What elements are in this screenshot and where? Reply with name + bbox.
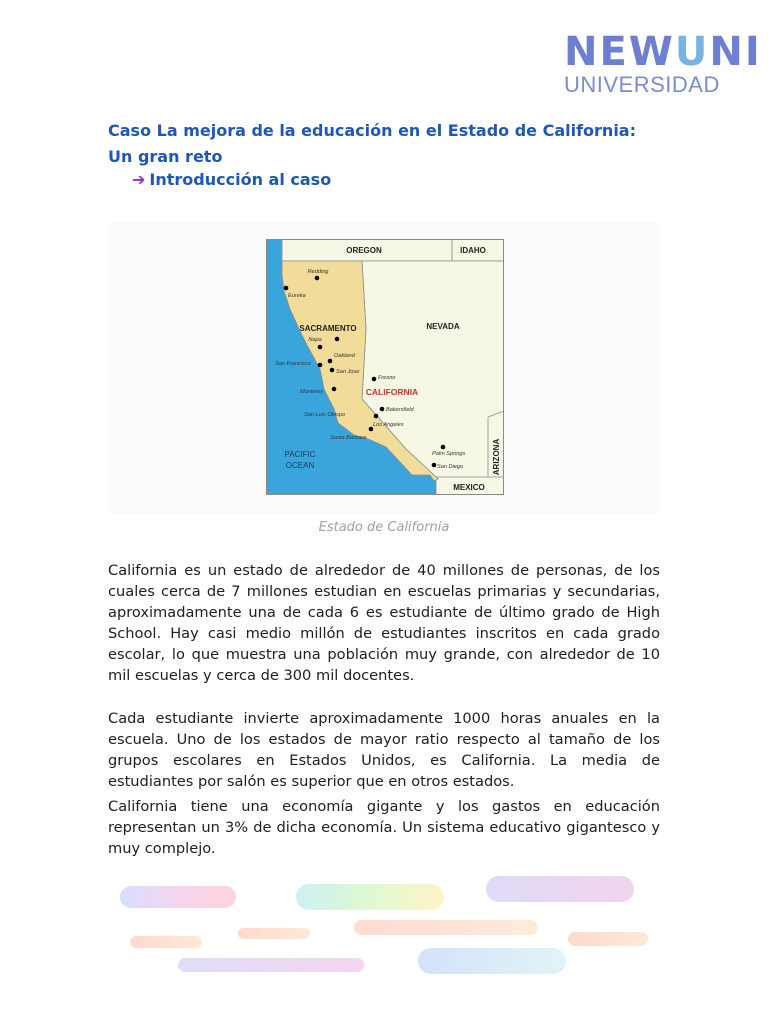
paragraph: California tiene una economía gigante y los gastos en educación representan un 3% de dicha economía. Un sistema educativo gigantesco y muy complejo.: [108, 798, 660, 857]
stripe: [354, 920, 538, 935]
stripe: [296, 884, 444, 910]
label-mexico: MEXICO: [453, 483, 485, 492]
city-label: Palm Springs: [432, 451, 466, 457]
label-pacific: PACIFIC: [284, 450, 316, 459]
city-dot: [315, 276, 320, 281]
city-dot: [318, 363, 323, 368]
stripe: [120, 886, 236, 908]
city-dot: [372, 377, 377, 382]
city-label: Napa: [308, 337, 322, 343]
city-label: Los Angeles: [373, 422, 404, 428]
stripe: [418, 948, 566, 974]
label-sacramento: SACRAMENTO: [299, 324, 357, 333]
label-ocean: OCEAN: [285, 461, 315, 470]
stripe: [178, 958, 364, 972]
stripe: [568, 932, 648, 946]
title-line-1: Caso La mejora de la educación en el Estado de California:: [108, 121, 636, 140]
logo: [564, 29, 762, 98]
logo-mark: NEWUNI: [564, 29, 762, 75]
city-label: San Jose: [336, 369, 360, 375]
city-label: Santa Barbara: [330, 435, 367, 441]
city-dot: [332, 387, 337, 392]
stripe: [238, 928, 310, 939]
city-label: Bakersfield: [386, 407, 414, 413]
city-dot: [441, 445, 446, 450]
city-label: Monterey: [300, 389, 324, 395]
city-dot: [328, 359, 333, 364]
label-nevada: NEVADA: [426, 322, 460, 331]
paragraph: Cada estudiante invierte aproximadamente 1000 horas anuales en la escuela. Uno de los estados de mayor ratio respecto al tamaño de los grupos escolares en Estados Unidos, es California. La media de estudiantes por salón es superior que en otros estados.: [108, 710, 660, 790]
city-dot: [374, 414, 379, 419]
city-label: San Luis Obispo: [304, 412, 346, 418]
label-idaho: IDAHO: [460, 246, 486, 255]
section-heading: [132, 167, 331, 193]
label-california: CALIFORNIA: [365, 387, 419, 397]
city-dot: [432, 463, 437, 468]
city-label: Redding: [307, 269, 329, 275]
stripe: [486, 876, 634, 902]
decorative-stripes: [0, 870, 768, 980]
logo-subtitle: UNIVERSIDAD: [564, 72, 720, 97]
city-dot: [335, 337, 340, 342]
city-dot: [318, 345, 323, 350]
city-label: Eureka: [288, 293, 306, 299]
stripe: [130, 936, 202, 948]
city-dot: [330, 368, 335, 373]
title-line-2: Un gran reto: [108, 147, 223, 166]
city-label: Oakland: [334, 353, 355, 359]
arrow-right-icon: ➔: [132, 170, 146, 189]
document-title: [108, 118, 636, 170]
label-oregon: OREGON: [346, 246, 382, 255]
figure-caption: Estado de California: [318, 520, 450, 535]
city-dot: [284, 286, 289, 291]
city-label: San Francisco: [275, 361, 311, 367]
city-label: Fresno: [378, 375, 396, 381]
city-dot: [380, 407, 385, 412]
city-label: San Diego: [437, 464, 464, 470]
section-heading-text: Introducción al caso: [149, 170, 332, 189]
paragraph: California es un estado de alrededor de 40 millones de personas, de los cuales cerca de 7 millones estudian en escuelas primarias y secundarias, aproximadamente una de cada 6 es estudiante de último grado de High School. Hay casi medio millón de estudiantes inscritos en cada grado escolar, lo que muestra una población muy grande, con alrededor de 10 mil escuelas y cerca de 300 mil docentes.: [108, 562, 660, 684]
label-arizona: ARIZONA: [492, 438, 501, 476]
california-map: [266, 239, 504, 495]
